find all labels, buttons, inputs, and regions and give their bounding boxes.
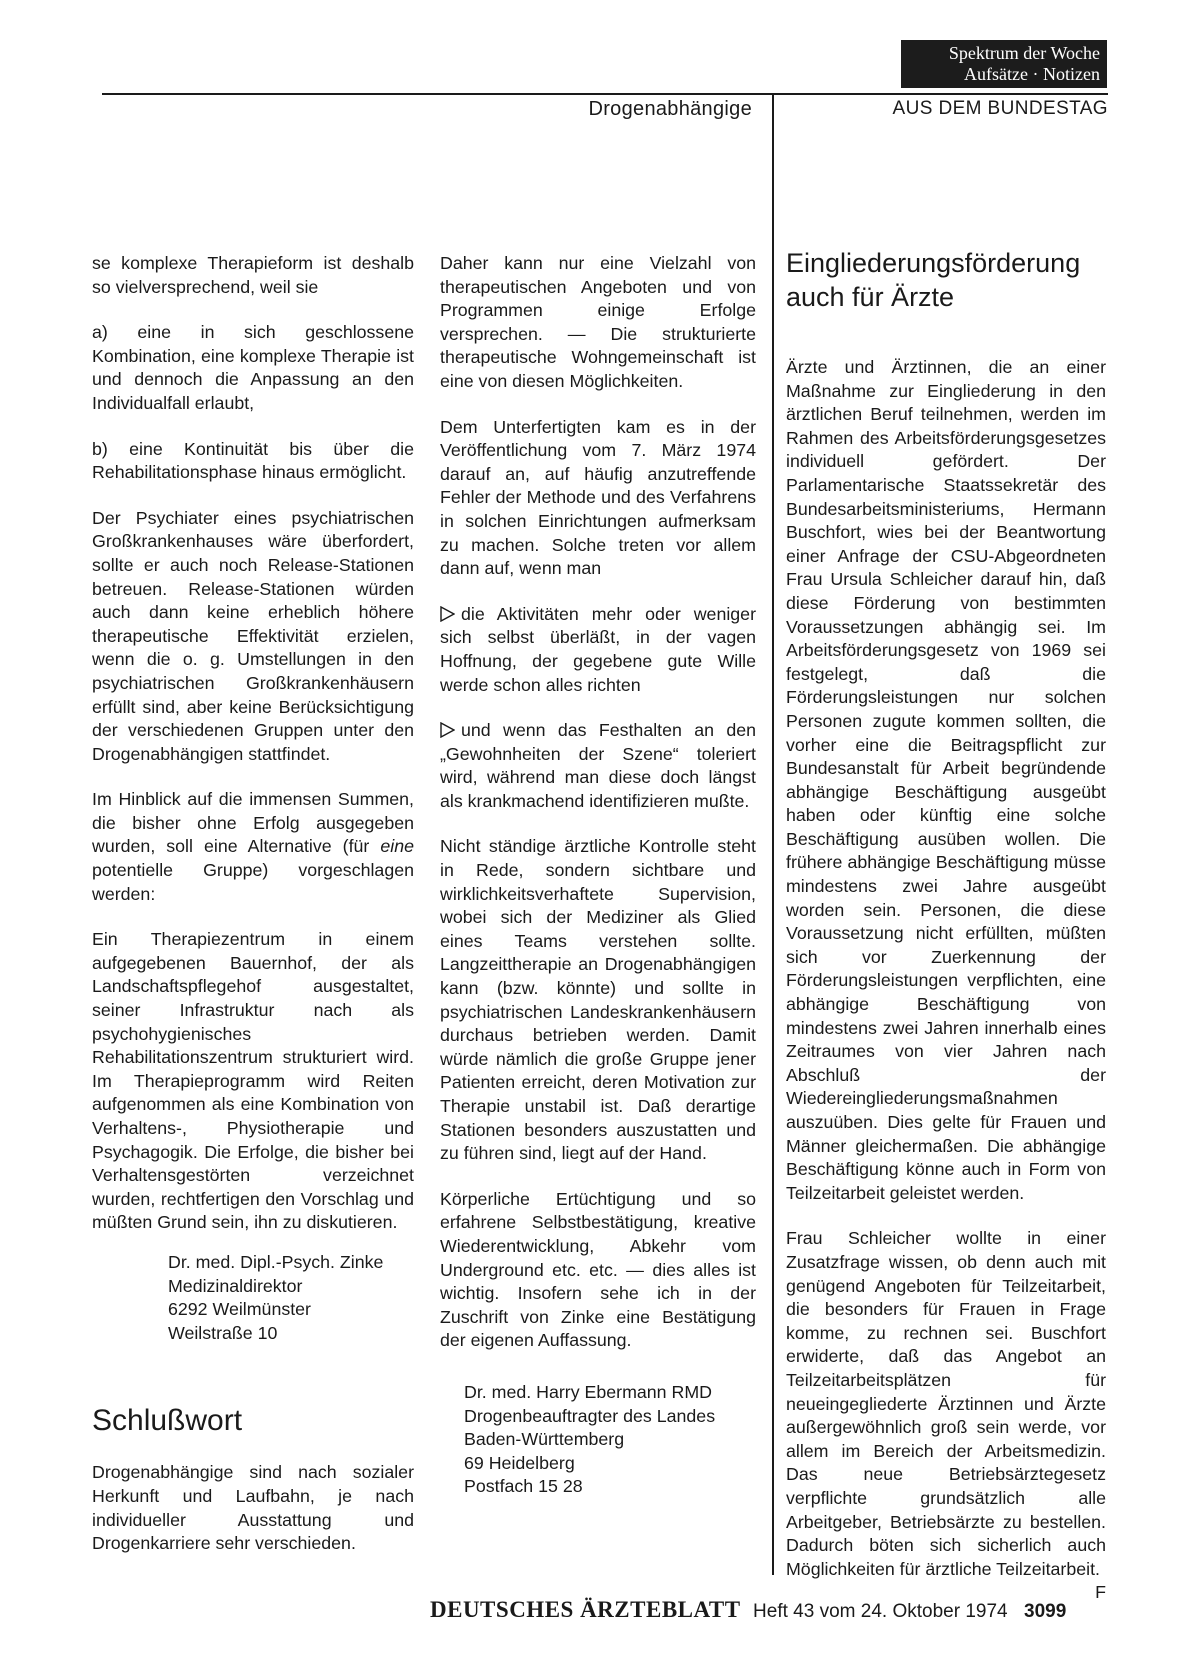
signature-zinke (92, 1251, 414, 1345)
paragraph: a) eine in sich geschlossene Kombination, eine komplexe Therapie ist und dennoch die Anpassung an den Individualfall erlaubt, (92, 322, 414, 413)
text-run: Im Hinblick auf die immensen Summen, die bisher ohne Erfolg ausgegeben wurden, soll eine Alternative (für (92, 789, 414, 857)
column-middle (440, 252, 756, 1499)
page-footer (430, 1597, 1110, 1623)
paragraph (786, 1227, 1106, 1603)
signature-line: Drogenbeauftragter des Landes (464, 1405, 716, 1426)
heading-eingliederungsfoerderung (786, 246, 1116, 314)
page-number: 3099 (1024, 1601, 1067, 1622)
section-label-left: Drogenabhängige (588, 98, 752, 120)
heading-schlusswort: Schlußwort (92, 1404, 243, 1438)
section-label-right: AUS DEM BUNDESTAG (892, 98, 1108, 119)
masthead: DEUTSCHES ÄRZTEBLATT (430, 1597, 741, 1622)
heading-line: Eingliederungsförderung (786, 248, 1081, 278)
paragraph: Nicht ständige ärztliche Kontrolle steht in Rede, sondern sichtbare und wirklichkeitsverhaftete Supervision, wobei sich der Mediziner als Glied eines Teams verstehen sollte. Langzeittherapie an Drogenabhängigen kann (bzw. könnte) und sollte in psychiatrischen Landeskrankenhäusern durchaus betrieben werden. Damit würde nämlich die große Gruppe jener Patienten erreicht, deren Motivation zur Therapie unstabil ist. Daß derartige Stationen besonders auszustatten und zu führen sind, liegt auf der Hand. (440, 836, 756, 1164)
bullet-paragraph (440, 719, 756, 813)
paragraph: Körperliche Ertüchtigung und so erfahrene Selbstbestätigung, kreative Wiederentwicklung, Abkehr vom Underground etc. etc. — dies alles ist wichtig. Insofern sehe ich in der Zuschrift von Zinke eine Bestätigung der eigenen Auffassung. (440, 1188, 756, 1351)
text-run: potentielle Gruppe) vorgeschlagen werden: (92, 860, 414, 904)
column-divider (772, 93, 774, 1575)
signature-line: Weilstraße 10 (168, 1322, 278, 1343)
paragraph: Der Psychiater eines psychiatrischen Großkrankenhauses wäre überfordert, sollte er auch noch Release-Stationen betreuen. Release-Stationen würden auch dann keine erheblich höhere therapeutische Effektivität erzielen, wenn die o. g. Umstellungen in den psychiatrischen Großkrankenhäusern erfüllt sind, aber keine Berücksichtigung der verschiedenen Gruppen unter den Drogenabhängigen stattfindet. (92, 507, 414, 764)
badge-line-2: Aufsätze · Notizen (964, 64, 1100, 84)
triangle-bullet-icon (440, 722, 455, 738)
text-run: Frau Schleicher wollte in einer Zusatzfrage wissen, ob denn auch mit genügend Angeboten für Teilzeitarbeit, die besonders für Frauen in Frage komme, zu rechnen sei. Buschfort erwiderte, daß das Angebot an Teilzeitarbeitsplätzen für neueingegliederte Ärztinnen und Ärzte außergewöhnlich groß sein werde, vor allem im Bereich der Arbeitsmedizin. Das neue Betriebsärztegesetz verpflichte grundsätzlich alle Arbeitgeber, Betriebsärzte zu bestellen. Dadurch böten sich sicherlich auch Möglichkeiten für ärztliche Teilzeitarbeit. (786, 1228, 1106, 1579)
signature-line: Dr. med. Dipl.-Psych. Zinke (168, 1251, 384, 1272)
header-rule (102, 93, 1108, 95)
signature-ebermann (440, 1381, 756, 1499)
section-badge (901, 40, 1107, 88)
signature-line: Baden-Württemberg (464, 1429, 625, 1450)
signature-line: 69 Heidelberg (464, 1452, 575, 1473)
paragraph: Ein Therapiezentrum in einem aufgegebenen Bauernhof, der als Landschaftspflegehof ausgestaltet, seiner Infrastruktur nach als psychohygienisches Rehabilitationszentrum strukturiert wird. Im Therapieprogramm wird Reiten aufgenommen als eine Kombination von Verhaltens-, Physiotherapie und Psychagogik. Die Erfolge, die bisher bei Verhaltensgestörten verzeichnet wurden, rechtfertigen den Vorschlag und müßten Grund sein, ihn zu diskutieren. (92, 929, 414, 1233)
paragraph: Drogenabhängige sind nach sozialer Herkunft und Laufbahn, je nach individueller Ausstattung und Drogenkarriere sehr verschieden. (92, 1462, 414, 1554)
paragraph (92, 788, 414, 906)
paragraph: Daher kann nur eine Vielzahl von therapeutischen Angeboten und von Programmen einige Erfolge versprechen. — Die strukturierte therapeutische Wohngemeinschaft ist eine von diesen Möglichkeiten. (440, 253, 756, 391)
badge-line-1: Spektrum der Woche (948, 43, 1100, 63)
signature-line: Medizinaldirektor (168, 1275, 303, 1296)
paragraph: se komplexe Therapieform ist deshalb so vielversprechend, weil sie (92, 253, 414, 297)
paragraph: b) eine Kontinuität bis über die Rehabilitationsphase hinaus ermöglicht. (92, 438, 414, 483)
signature-line: Dr. med. Harry Ebermann RMD (464, 1381, 713, 1402)
emphasis: eine (380, 836, 414, 857)
text-run: die Aktivitäten mehr oder weniger sich selbst überläßt, in der vagen Hoffnung, der gegebene gute Wille werde schon alles richten (440, 603, 756, 695)
signature-line: 6292 Weilmünster (168, 1299, 311, 1320)
paragraph: Dem Unterfertigten kam es in der Veröffentlichung vom 7. März 1974 darauf an, auf häufig anzutreffende Fehler der Methode und des Verfahrens in solchen Einrichtungen aufmerksam zu machen. Solche treten vor allem dann auf, wenn man (440, 416, 756, 579)
issue-info: Heft 43 vom 24. Oktober 1974 (753, 1601, 1008, 1622)
author-initial: F (1095, 1582, 1106, 1603)
triangle-bullet-icon (440, 606, 455, 622)
column-left (92, 252, 414, 1578)
text-run: und wenn das Festhalten an den „Gewohnheiten der Szene“ toleriert wird, während man diese doch längst als krankmachend identifizieren mußte. (440, 720, 756, 811)
heading-line: auch für Ärzte (786, 282, 955, 312)
bullet-paragraph (440, 603, 756, 697)
column-right (786, 356, 1106, 1605)
paragraph: Ärzte und Ärztinnen, die an einer Maßnahme zur Eingliederung in den ärztlichen Beruf teilnehmen, werden im Rahmen des Arbeitsförderungsgesetzes individuell gefördert. Der Parlamentarische Staatssekretär des Bundesarbeitsministeriums, Hermann Buschfort, wies bei der Beantwortung einer Anfrage der CSU-Abgeordneten Frau Ursula Schleicher darauf hin, daß diese Förderung von bestimmten Voraussetzungen abhängig sei. Im Arbeitsförderungsgesetz von 1969 sei festgelegt, daß die Förderungsleistungen nur solchen Personen zugute kommen sollten, die vorher eine die Beitragspflicht zur Bundesanstalt für Arbeit begründende abhängige Beschäftigung ausgeübt haben oder künftig eine solche Beschäftigung ausüben wollen. Die frühere abhängige Beschäftigung müsse mindestens zwei Jahre ausgeübt worden sein. Personen, die diese Voraussetzung nicht erfüllten, müßten sich vor Zuerkennung der Förderungsleistungen verpflichten, eine abhängige Beschäftigung von mindestens zwei Jahren innerhalb eines Zeitraumes von vier Jahren nach Abschluß der Wiedereingliederungsmaßnahmen auszuüben. Dies gelte für Frauen und Männer gleichermaßen. Die abhängige Beschäftigung könne auch in Form von Teilzeitarbeit geleistet werden. (786, 357, 1106, 1203)
signature-line: Postfach 15 28 (464, 1476, 583, 1497)
